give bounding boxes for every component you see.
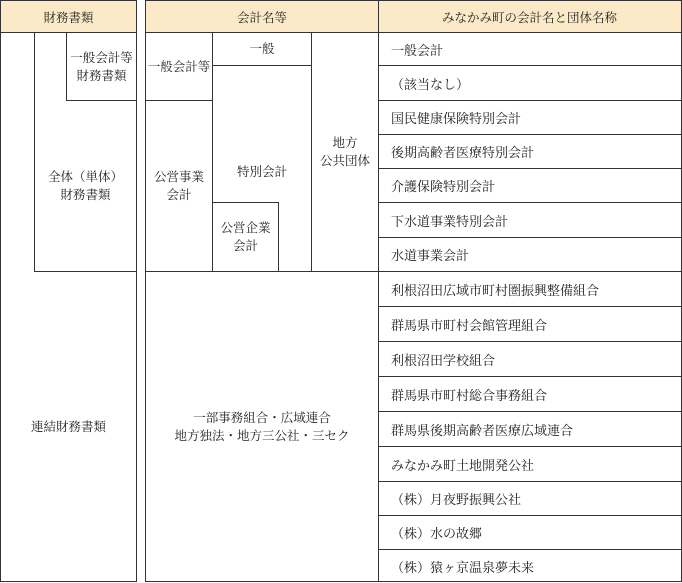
list-item: 群馬県市町村会館管理組合 [391,318,548,334]
associations-label: 一部事務組合・広域連合 地方独法・地方三公社・三セク [174,410,350,443]
general-label: 一般 [249,41,275,56]
list-item: 利根沼田学校組合 [391,353,496,369]
list-item: 下水道事業特別会計 [391,214,509,230]
list-item: 国民健康保険特別会計 [391,112,522,127]
special-accounts-label: 特別会計 [236,164,287,179]
header-account-name: 会計名等 [146,1,378,32]
general-accounts-docs-label: 一般会計等 財務書類 [70,49,133,83]
whole-docs-label: 全体（単体） 財務書類 [47,169,123,202]
list-item: みなかみ町土地開発公社 [391,458,535,474]
list-item: 群馬県市町村総合事務組合 [391,388,548,404]
list-item: （株）猿ヶ京温泉夢未来 [391,560,535,576]
header-financial-docs: 財務書類 [1,1,136,32]
list-item: 介護保険特別会計 [391,180,496,195]
list-item: 利根沼田広域市町村圏振興整備組合 [391,283,600,299]
header-town-accounts: みなかみ町の会計名と団体名称 [378,1,681,32]
general-accounts-label: 一般会計等 [147,58,211,74]
list-item: （株）水の故郷 [391,527,483,542]
list-item: 水道事業会計 [391,249,470,264]
list-item: （該当なし） [391,77,470,93]
public-enterprise-accounts-label: 公営事業 会計 [153,169,204,202]
consolidated-docs-label: 連結財務書類 [30,419,106,434]
public-company-accounts-label: 公営企業 会計 [220,220,271,253]
list-item: 後期高齢者医療特別会計 [391,146,535,161]
list-item: （株）月夜野振興公社 [391,493,522,508]
list-item: 群馬県後期高齢者医療広域連合 [391,423,574,439]
local-public-body-label: 地方 公共団体 [319,135,370,168]
list-item: 一般会計 [391,43,444,59]
